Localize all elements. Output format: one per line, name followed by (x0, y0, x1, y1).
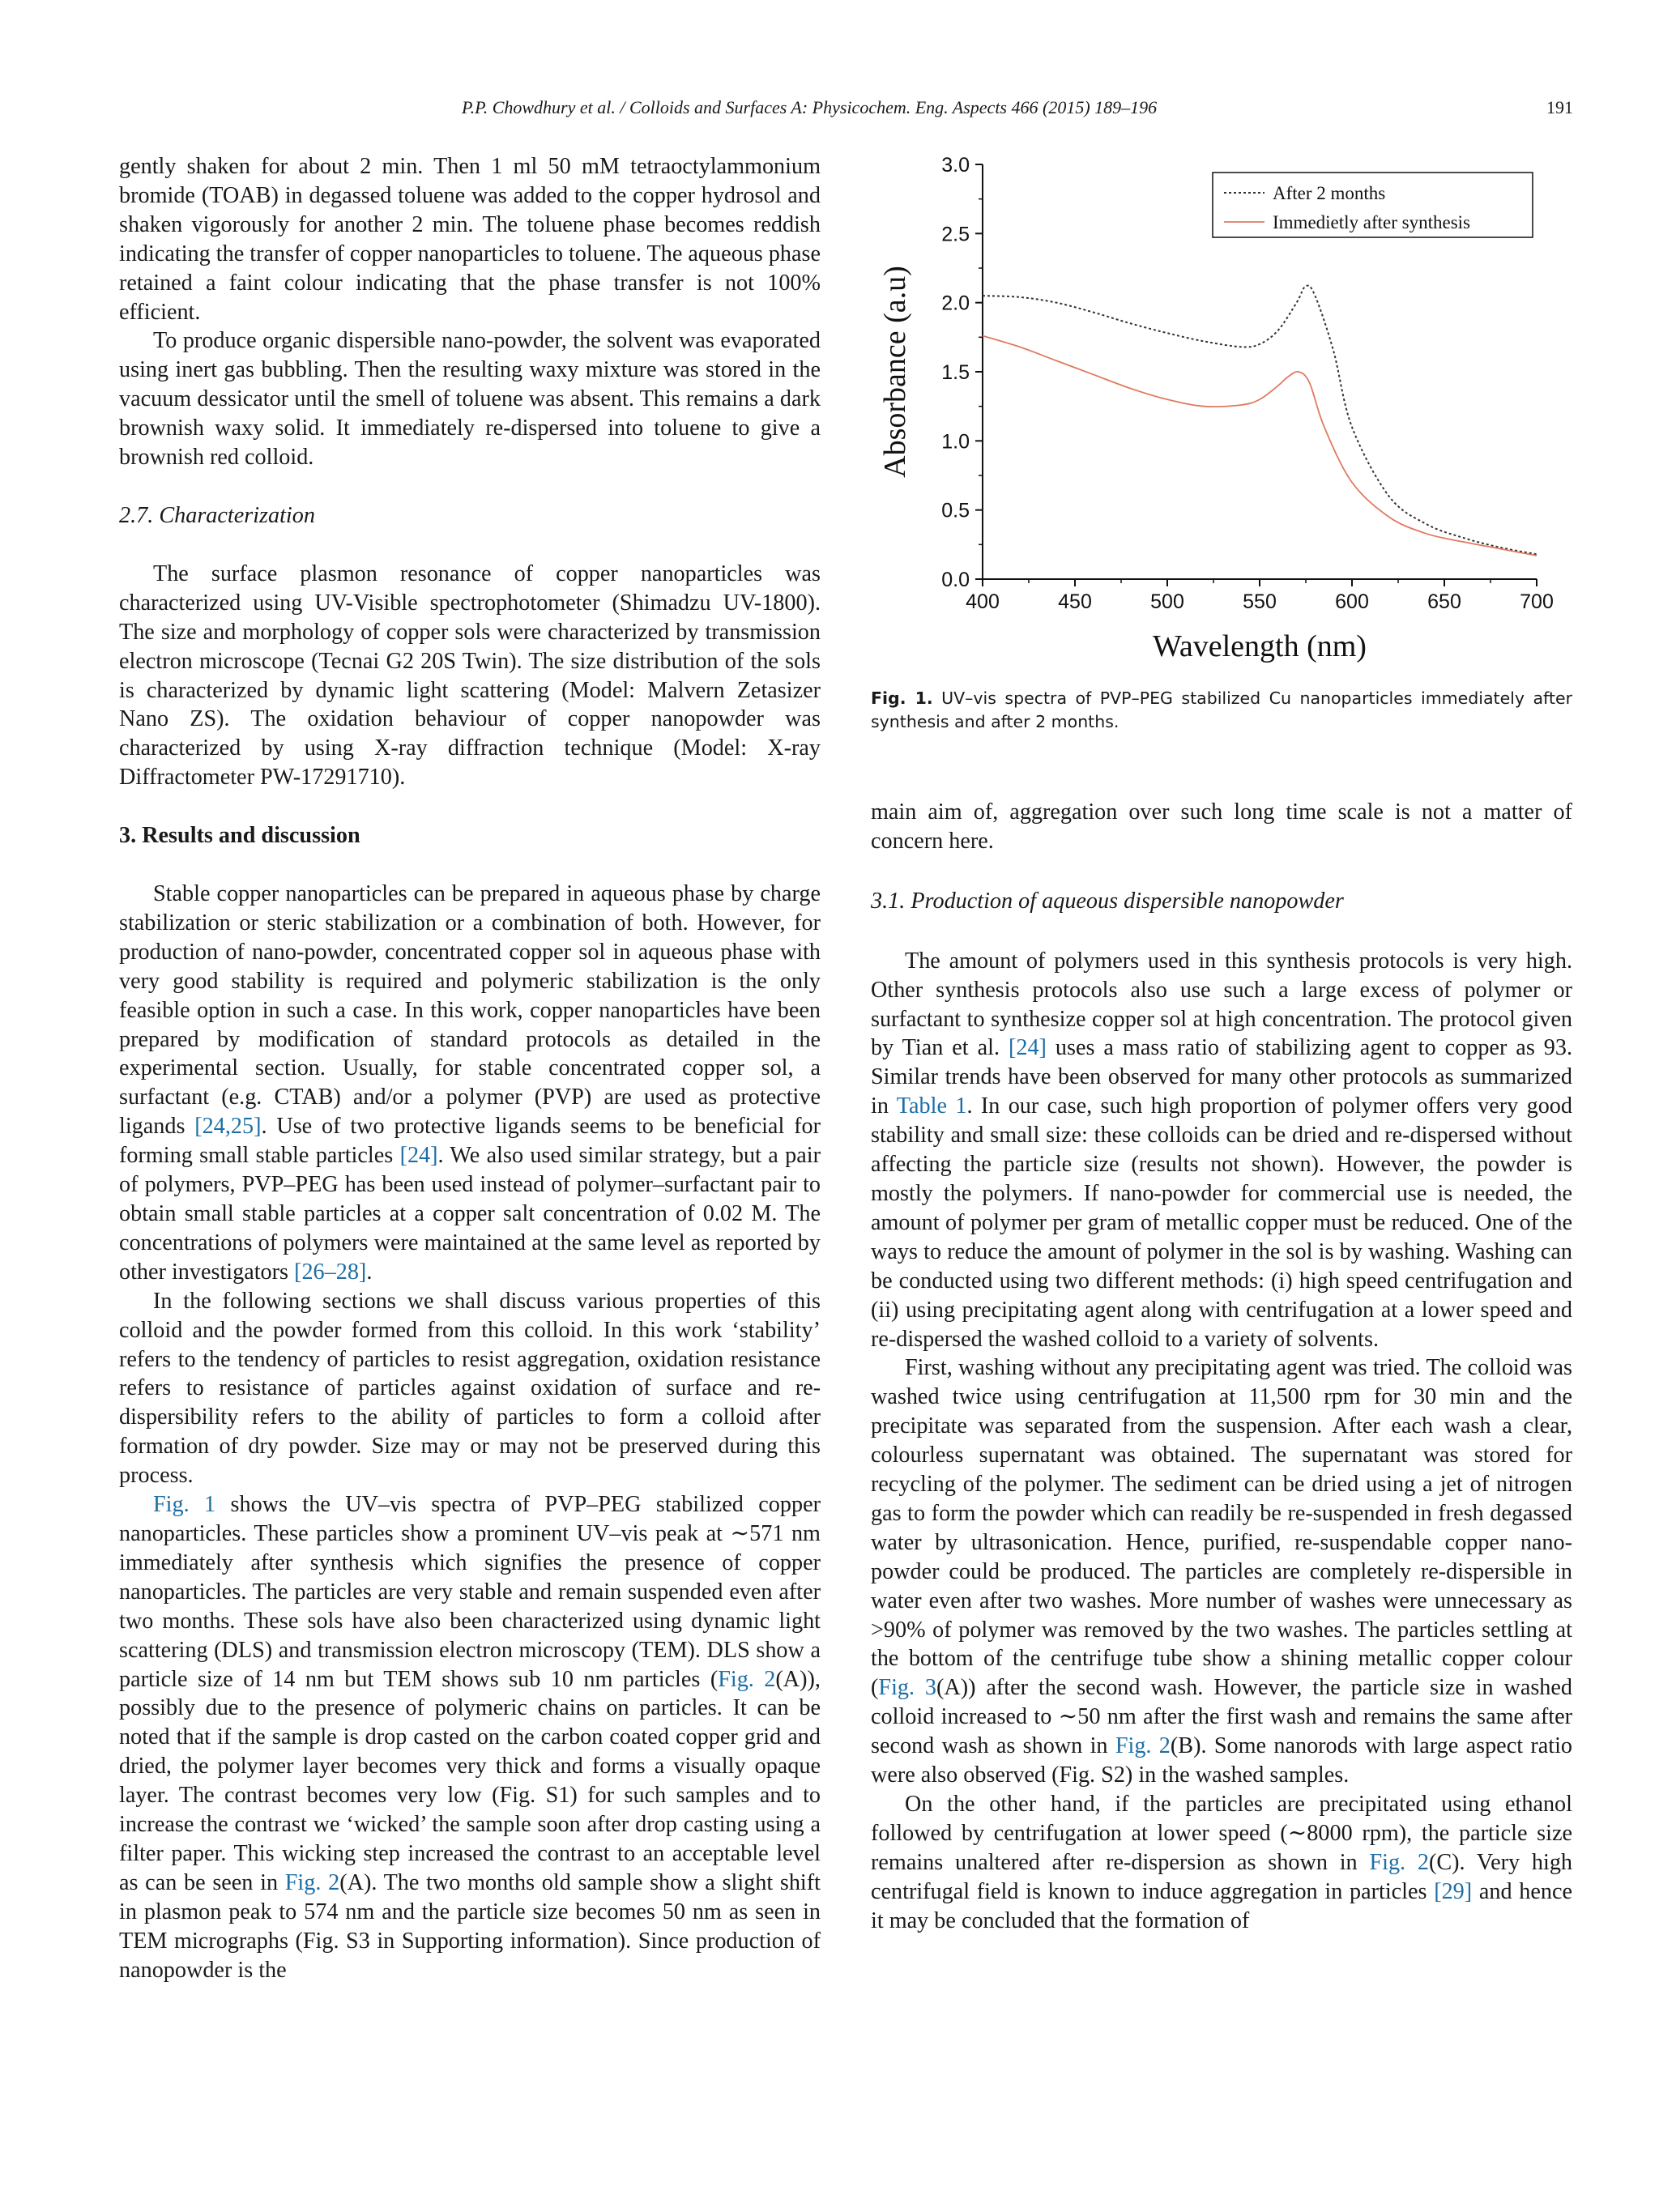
figure-link[interactable]: Fig. 3 (878, 1675, 937, 1701)
text-run: On the other hand, if the particles are precipitated using ethanol followed by centrifugation at lower speed (∼8000 rpm), the particle size remains unaltered after re-dispersion as shown in (871, 1792, 1572, 1875)
subsection-heading: 2.7. Characterization (119, 502, 315, 528)
section-heading: 3. Results and discussion (119, 823, 360, 849)
y-tick-label: 2.0 (941, 292, 970, 315)
x-tick-label: 550 (1243, 590, 1277, 613)
y-tick-label: 1.5 (941, 361, 970, 384)
text-run: . We also used similar strategy, but a pair of polymers, PVP–PEG has been used instead of polymer–surfactant pair to obtain small stable particles at a copper salt concentration of 0.02 M. The concentrations of polymers were maintained at the same level as reported by other investigators (119, 1143, 821, 1285)
series-line-1 (983, 286, 1537, 555)
figure-link[interactable]: Fig. 2 (284, 1869, 340, 1895)
text-run: (A)) after the second wash. However, the particle size in washed colloid increased to ∼50 nm after the first wash and remains the same after second wash as shown in (871, 1675, 1573, 1759)
legend-label: Immedietly after synthesis (1273, 212, 1470, 232)
x-tick-label: 600 (1335, 590, 1369, 613)
figure-1 (871, 152, 1572, 744)
text-run: . In our case, such high proportion of polymer offers very good stability and small size: these colloids can be dried and re-dispersed without affecting the particle size (results not shown). However, the powder is mostly the polymers. If nano-powder for commercial use is needed, the amount of polymer per gram of metallic copper must be reduced. One of the ways to reduce the amount of polymer in the sol is by washing. Washing can be conducted using two different methods: (i) high speed centrifugation and (ii) using precipitating agent along with centrifugation at a lower speed and re-dispersed the washed colloid to a variety of solvents. (871, 1093, 1572, 1352)
x-tick-label: 650 (1427, 590, 1461, 613)
left-column (119, 152, 821, 1984)
right-column (871, 798, 1572, 1936)
paragraph: The surface plasmon resonance of copper nanoparticles was characterized using UV-Visible spectrophotometer (Shimadzu UV-1800). The size and morphology of copper sols were characterized by transmission electron microscope (Tecnai G2 20S Twin). The size distribution of the sols is characterized by dynamic light scattering (Model: Malvern Zetasizer Nano ZS). The oxidation behaviour of copper nanopowder was characterized by using X-ray diffraction technique (Model: X-ray Diffractometer PW-17291710). (119, 560, 821, 791)
text-run: First, washing without any precipitating agent was tried. The colloid was washed twice using centrifugation at 11,500 rpm for 30 min and the precipitate was separated from the suspension. After each wash a clear, colourless supernatant was obtained. The supernatant was stored for recycling of the polymer. The sediment can be dried using a jet of nitrogen gas to form the powder which can readily be re-suspended in fresh degassed water by ultrasonication. Hence, purified, re-suspendable copper nano-powder could be produced. The particles are completely re-dispersible in water even after two washes. More number of washes were unnecessary as >90% of polymer was removed by the two washes. The particles settling at the bottom of the centrifuge tube show a shining metallic copper colour ( (871, 1355, 1572, 1701)
text-run: . Use of two protective ligands seems to be beneficial for forming small stable particles (119, 1114, 821, 1169)
page-number: 191 (1546, 97, 1573, 117)
text-run: (B). Some nanorods with large aspect ratio were also observed (Fig. S2) in the washed samples. (871, 1733, 1573, 1788)
y-tick-label: 2.5 (941, 223, 970, 246)
y-tick-label: 0.0 (941, 569, 970, 591)
table-link[interactable]: Table 1 (896, 1093, 967, 1119)
citation-link[interactable]: [24,25] (194, 1114, 262, 1140)
x-tick-label: 500 (1150, 590, 1184, 613)
citation-link[interactable]: [24] (399, 1143, 438, 1169)
subsection-heading: 3.1. Production of aqueous dispersible nanopowder (871, 888, 1344, 914)
citation-link[interactable]: [26–28] (294, 1259, 367, 1285)
x-tick-label: 450 (1058, 590, 1092, 613)
paragraph (119, 880, 821, 1287)
y-tick-label: 3.0 (941, 154, 970, 177)
figure-link[interactable]: Fig. 2 (718, 1666, 776, 1692)
text-run: uses a mass ratio of stabilizing agent to copper as 93. Similar trends have been observed for many other protocols as summarized in (871, 1035, 1572, 1119)
text-run: shows the UV–vis spectra of PVP–PEG stabilized copper nanoparticles. These particles show a prominent UV–vis peak at ∼571 nm immediately after synthesis which signifies the presence of copper nanoparticles. The particles are very stable and remain suspended even after two months. These sols have also been characterized using dynamic light scattering (DLS) and transmission electron microscopy (TEM). DLS show a particle size of 14 nm but TEM shows sub 10 nm particles ( (119, 1492, 821, 1692)
figure-link[interactable]: Fig. 1 (153, 1492, 216, 1518)
x-tick-label: 700 (1520, 590, 1554, 613)
paragraph: main aim of, aggregation over such long time scale is not a matter of concern here. (871, 799, 1572, 854)
text-run: Stable copper nanoparticles can be prepared in aqueous phase by charge stabilization or steric stabilization or a combination of both. However, for production of nano-powder, concentrated copper sol in aqueous phase with very good stability is required and polymeric stabilization is the only feasible option in such a case. In this work, copper nanoparticles have been prepared by modification of standard protocols as detailed in the experimental section. Usually, for stable concentrated copper sol, a surfactant (e.g. CTAB) and/or a polymer (PVP) are used as protective ligands (119, 881, 821, 1140)
text-run: (A)), possibly due to the presence of polymeric chains on particles. It can be noted that if the sample is drop casted on the carbon coated copper grid and dried, the polymer layer becomes very thick and forms a visually opaque layer. The contrast becomes very low (Fig. S1) for such samples and to increase the contrast we ‘wicked’ the sample soon after drop casting using a filter paper. This wicking step increased the contrast to an acceptable level as can be seen in (119, 1666, 821, 1895)
paragraph (871, 1790, 1572, 1936)
legend-label: After 2 months (1273, 183, 1386, 203)
citation-link[interactable]: [29] (1434, 1878, 1473, 1904)
paragraph: gently shaken for about 2 min. Then 1 ml 50 mM tetraoctylammonium bromide (TOAB) in degassed toluene was added to the copper hydrosol and shaken vigorously for another 2 min. The toluene phase becomes reddish indicating the transfer of copper nanoparticles to toluene. The aqueous phase retained a faint colour indicating that the phase transfer is not 100% efficient. (119, 154, 821, 325)
text-run: and hence it may be concluded that the formation of (871, 1878, 1572, 1933)
text-run: (A). The two months old sample show a slight shift in plasmon peak to 574 nm and the particle size becomes 50 nm as seen in TEM micrographs (Fig. S3 in Supporting information). Since production of nanopowder is the (119, 1869, 821, 1983)
text-run: The amount of polymers used in this synthesis protocols is very high. Other synthesis protocols also use such a large excess of polymer or surfactant to synthesize copper sol at high concentration. The protocol given by Tian et al. (871, 948, 1572, 1061)
paragraph: To produce organic dispersible nano-powder, the solvent was evaporated using inert gas bubbling. Then the resulting waxy mixture was stored in the vacuum dessicator until the smell of toluene was absent. This remains a dark brownish waxy solid. It immediately re-dispersed into toluene to give a brownish red colloid. (119, 328, 821, 471)
paragraph (119, 1490, 821, 1984)
text-run: (C). Very high centrifugal field is known to induce aggregation in particles (871, 1849, 1573, 1904)
caption-text: UV–vis spectra of PVP–PEG stabilized Cu nanoparticles immediately after synthesis and after 2 months. (871, 688, 1572, 731)
x-tick-label: 400 (966, 590, 1000, 613)
text-run: . (366, 1259, 373, 1285)
series-line-2 (983, 336, 1537, 556)
x-axis-label: Wavelength (nm) (1153, 629, 1367, 663)
uv-vis-chart (871, 152, 1572, 687)
citation-link[interactable]: [24] (1008, 1035, 1047, 1061)
journal-citation: P.P. Chowdhury et al. / Colloids and Surfaces A: Physicochem. Eng. Aspects 466 (2015) 189–196 (462, 97, 1158, 117)
paragraph (871, 1353, 1572, 1790)
paragraph: In the following sections we shall discuss various properties of this colloid and the powder formed from this colloid. In this work ‘stability’ refers to the tendency of particles to resist aggregation, oxidation resistance refers to resistance of particles against oxidation of surface and re-dispersibility refers to the ability of particles to form a colloid after formation of dry powder. Size may or may not be preserved during this process. (119, 1288, 821, 1489)
figure-link[interactable]: Fig. 2 (1115, 1733, 1171, 1759)
paragraph (871, 947, 1572, 1354)
caption-label: Fig. 1. (871, 688, 933, 708)
y-tick-label: 1.0 (941, 430, 970, 454)
y-tick-label: 0.5 (941, 499, 970, 522)
figure-link[interactable]: Fig. 2 (1369, 1849, 1429, 1875)
figure-caption (871, 687, 1572, 734)
y-axis-label: Absorbance (a.u) (878, 266, 912, 478)
